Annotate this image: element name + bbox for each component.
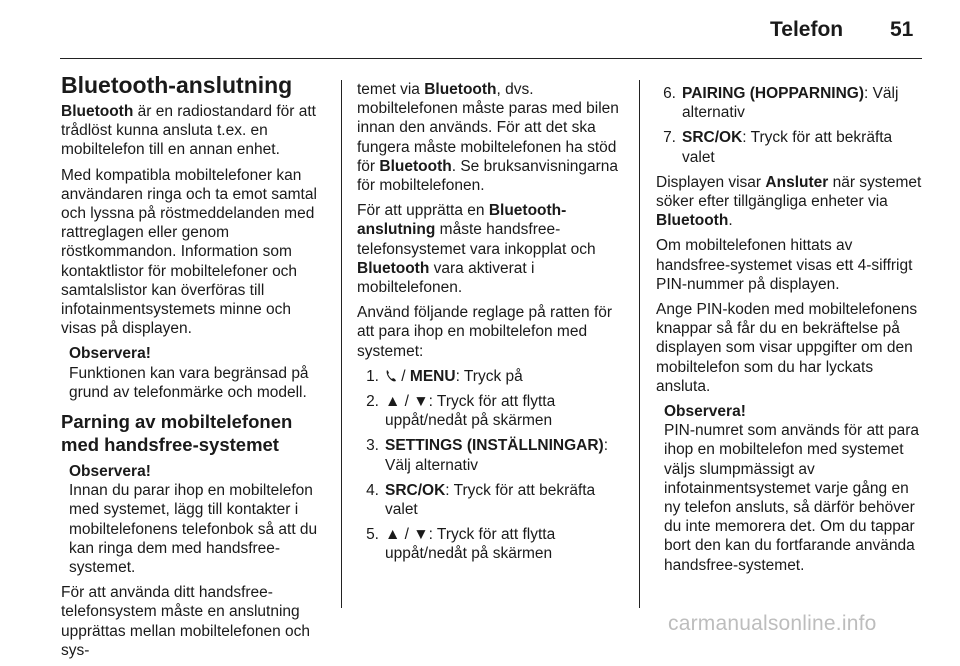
step-text [385,436,627,474]
text: temet via [357,81,425,98]
separator: / [397,367,410,385]
step-number: 4. [366,481,379,499]
button-name: MENU [409,367,456,385]
menu-name: PAIRING (HOPPARNING) [682,85,864,102]
step-desc: : Välj alternativ [385,437,609,474]
column-divider-1 [341,80,342,608]
header-title: Telefon [770,18,844,41]
text: . Se bruksanvisningarna för mobiltelefonen. [357,157,619,195]
step-number: 6. [663,85,676,102]
column-1 [61,64,329,666]
text: För att upprätta en [357,202,489,220]
column-divider-2 [639,80,640,608]
menu-name: SETTINGS (INSTÄLLNINGAR) [385,437,604,455]
step-item [656,84,924,122]
pin-paragraph: Om mobiltelefonen hittats av handsfree-systemet visas ett 4-siffrigt PIN-nummer på displayen. [656,237,913,293]
intro-paragraph [61,102,329,160]
step-list-2 [656,84,924,167]
step-list-1 [357,367,627,564]
term-bluetooth: Bluetooth [357,259,430,277]
term-bluetooth-connection: Bluetooth-anslutning [357,202,567,239]
step-item [357,367,627,386]
text: Displayen visar [656,173,766,191]
page-number: 51 [890,18,914,41]
button-name: SRC/OK [385,481,446,499]
step-number: 3. [366,437,379,455]
step-text: ▲ / ▼: Tryck för att flytta uppåt/nedåt på skärmen [385,393,556,430]
step-number: 2. [366,393,379,411]
step-number: 1. [366,367,379,385]
searching-paragraph [656,173,924,231]
phone-icon [385,369,397,383]
watermark: carmanualsonline.info [668,612,877,635]
pairing-paragraph-cont [357,80,627,195]
term-bluetooth: Bluetooth [379,157,452,175]
term-bluetooth: Bluetooth [61,103,134,120]
step-text [682,84,924,122]
step-text [385,367,627,386]
features-paragraph: Med kompatibla mobiltelefoner kan användaren ringa och ta emot samtal och lyssna på röstmeddelanden med rattreglagen eller genom röstkommandon. Information som kontaktlistor för mobiltelefoner och samtalslistor kan överföras till infotainmentsystemets minne och visas på displayen. [61,166,317,338]
note-box-3 [664,402,924,575]
step-item [357,436,627,474]
step-item [357,525,627,563]
note-text: PIN-numret som används för att para ihop en mobiltelefon med systemet väljs slumpmässigt av infotainmentsystemet varje gång en ny telefon ansluts, så därför behöver du inte memorera det. Om du tappar bort den kan du fortfarande använda handsfree-systemet. [664,422,920,574]
section-heading: Bluetooth-anslutning [61,72,293,98]
text: när systemet söker efter tillgängliga enheter via [656,173,922,211]
note-label: Observera! [69,463,151,481]
controls-intro: Använd följande reglage på ratten för att para ihop en mobiltelefon med systemet: [357,304,613,360]
text: måste handsfree-telefonsystemet vara inkopplat och [357,221,596,258]
note-label: Observera! [664,403,746,421]
step-item [357,392,627,430]
step-desc: : Tryck på [455,367,523,385]
step-text [385,481,627,519]
step-desc: : Tryck för att bekräfta valet [385,481,596,519]
confirm-paragraph: Ange PIN-koden med mobiltelefonens knappar så får du en bekräftelse på displayen som visar uppgifter om den mobiltelefon som du har lyckats ansluta. [656,301,918,395]
note-text: Funktionen kan vara begränsad på grund av telefonmärke och modell. [69,364,309,401]
note-box-2 [69,462,329,577]
button-name: SRC/OK [682,129,743,147]
column-2 [357,80,627,570]
term-bluetooth: Bluetooth [424,81,497,98]
step-desc: : Välj alternativ [682,85,899,122]
step-item [656,128,924,166]
step-item [357,481,627,519]
step-text: ▲ / ▼: Tryck för att flytta uppåt/nedåt på skärmen [385,526,556,563]
text: . [728,212,733,230]
note-text: Innan du parar ihop en mobiltelefon med systemet, lägg till kontakter i mobiltelefonens telefonbok så att du kan ringa dem med handsfree-systemet. [69,482,318,577]
requirements-paragraph [357,201,627,297]
text: vara aktiverat i mobiltelefonen. [357,259,535,297]
intro-text: är en radiostandard för att trådlöst kunna ansluta t.ex. en mobiltelefon till en annan enhet. [61,103,316,159]
note-box-1 [69,344,329,402]
subsection-heading: Parning av mobiltelefonen med handsfree-systemet [61,411,293,456]
step-text [682,128,924,166]
step-desc: : Tryck för att bekräfta valet [682,129,893,166]
step-number: 7. [663,129,676,147]
step-number: 5. [366,526,379,544]
note-label: Observera! [69,345,151,363]
term-bluetooth: Bluetooth [656,212,729,230]
column-3 [656,80,924,581]
display-status: Ansluter [765,173,829,191]
text: , dvs. mobiltelefonen måste paras med bilen innan den används. För att det ska fungera måste mobiltelefonen ha stöd för [357,81,619,175]
header-rule [60,58,922,59]
pairing-paragraph: För att använda ditt handsfree-telefonsystem måste en anslutning upprättas mellan mobiltelefonen och sys- [61,584,311,659]
